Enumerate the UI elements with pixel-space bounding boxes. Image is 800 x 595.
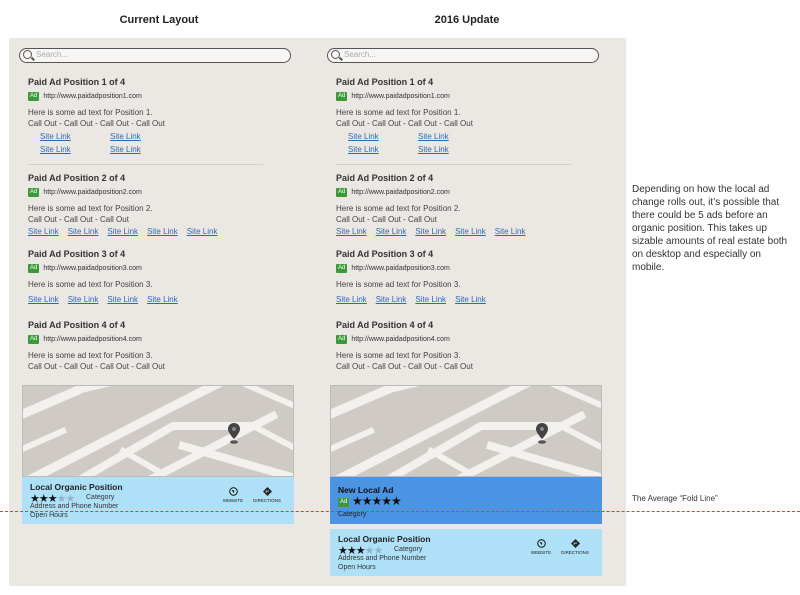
directions-label: DIRECTIONS [561, 550, 589, 555]
ad-text: Here is some ad text for Position 2. [336, 204, 461, 213]
ad-callouts: Call Out - Call Out - Call Out [28, 215, 129, 224]
ad-title[interactable]: Paid Ad Position 2 of 4 [336, 173, 434, 183]
local-category: Category [86, 494, 115, 501]
map-roads [23, 386, 294, 477]
search-placeholder: Search... [344, 50, 377, 59]
ad-text: Here is some ad text for Position 1. [28, 108, 153, 117]
ad-badge: Ad [340, 499, 348, 505]
fold-line-label: The Average “Fold Line” [632, 494, 718, 503]
site-link[interactable]: Site Link [415, 227, 447, 236]
ad-badge: Ad [30, 265, 38, 271]
annotation-note: Depending on how the local ad change rolls out, it’s possible that there could be 5 ads before an organic position. This takes up sizable amounts of real estate both on desktop and especially on mobile. [632, 184, 788, 273]
ad-callouts: Call Out - Call Out - Call Out - Call Out [28, 362, 165, 371]
local-address: Address and Phone Number [338, 555, 427, 562]
ad-text: Here is some ad text for Position 2. [28, 204, 153, 213]
site-link[interactable]: Site Link [375, 227, 407, 236]
ad-url[interactable]: http://www.paidadposition3.com [43, 265, 142, 272]
local-category: Category [394, 546, 423, 553]
search-input[interactable] [19, 48, 291, 63]
ad-title[interactable]: Paid Ad Position 1 of 4 [28, 77, 126, 87]
site-link[interactable]: Site Link [28, 227, 59, 236]
site-link[interactable]: Site Link [107, 227, 139, 236]
serp-panel-current [9, 38, 318, 586]
website-globe-icon [537, 539, 546, 548]
site-link[interactable]: Site Link [336, 295, 367, 304]
map-roads [331, 386, 602, 477]
directions-icon [571, 539, 580, 548]
search-icon [331, 50, 340, 59]
directions-button[interactable] [250, 487, 284, 503]
site-link[interactable]: Site Link [455, 295, 486, 304]
ad-callouts: Call Out - Call Out - Call Out [336, 215, 437, 224]
ad-text: Here is some ad text for Position 3. [28, 351, 153, 360]
ad-badge: Ad [338, 93, 346, 99]
paid-ad-3[interactable] [336, 249, 486, 305]
ad-title[interactable]: Paid Ad Position 3 of 4 [28, 249, 126, 259]
star-icon: ★★★ [30, 493, 57, 505]
ad-url[interactable]: http://www.paidadposition4.com [351, 336, 450, 343]
ad-text: Here is some ad text for Position 3. [336, 351, 461, 360]
ad-badge: Ad [338, 336, 346, 342]
site-link[interactable]: Site Link [40, 132, 71, 141]
website-button[interactable] [216, 487, 250, 503]
local-business-name[interactable]: Local Organic Position [338, 534, 431, 544]
ad-title[interactable]: Paid Ad Position 3 of 4 [336, 249, 434, 259]
column-title-current: Current Layout [119, 14, 199, 26]
star-icon: ★★★ [338, 545, 365, 557]
ad-badge: Ad [338, 189, 346, 195]
ad-url[interactable]: http://www.paidadposition1.com [43, 93, 142, 100]
new-local-ad-name[interactable]: New Local Ad [338, 485, 394, 495]
site-link[interactable]: Site Link [147, 295, 178, 304]
site-link[interactable]: Site Link [418, 132, 449, 141]
paid-ad-2[interactable] [336, 173, 525, 237]
directions-label: DIRECTIONS [253, 498, 281, 503]
paid-ad-4[interactable] [336, 320, 473, 372]
directions-icon [263, 487, 272, 496]
search-icon [23, 50, 32, 59]
local-business-name[interactable]: Local Organic Position [30, 482, 123, 492]
ad-text: Here is some ad text for Position 1. [336, 108, 461, 117]
local-map[interactable] [330, 385, 602, 477]
ad-callouts: Call Out - Call Out - Call Out - Call Out [336, 362, 473, 371]
paid-ad-1[interactable] [336, 77, 488, 155]
site-link[interactable]: Site Link [348, 132, 379, 141]
star-icon: ★★ [364, 545, 383, 557]
ad-badge: Ad [30, 93, 38, 99]
website-button[interactable] [524, 539, 558, 555]
site-link[interactable]: Site Link [67, 295, 99, 304]
local-address: Address and Phone Number [30, 503, 119, 510]
ad-url[interactable]: http://www.paidadposition2.com [351, 189, 450, 196]
directions-button[interactable] [558, 539, 592, 555]
ad-callouts: Call Out - Call Out - Call Out - Call Out [28, 119, 165, 128]
site-link[interactable]: Site Link [110, 132, 141, 141]
site-link[interactable]: Site Link [67, 227, 99, 236]
site-link[interactable]: Site Link [348, 145, 379, 154]
site-link[interactable]: Site Link [107, 295, 139, 304]
site-link[interactable]: Site Link [336, 227, 367, 236]
site-link[interactable]: Site Link [147, 227, 178, 236]
local-organic-card[interactable] [22, 477, 294, 524]
ad-title[interactable]: Paid Ad Position 4 of 4 [28, 320, 126, 330]
search-input[interactable] [327, 48, 599, 63]
website-globe-icon [229, 487, 238, 496]
site-link[interactable]: Site Link [110, 145, 141, 154]
local-hours: Open Hours [30, 512, 68, 519]
map-pin-icon[interactable] [228, 423, 240, 445]
paid-ad-2[interactable] [28, 173, 217, 237]
local-hours: Open Hours [338, 564, 376, 571]
site-link[interactable]: Site Link [415, 295, 447, 304]
website-label: WEBSITE [222, 498, 244, 503]
ad-url[interactable]: http://www.paidadposition2.com [43, 189, 142, 196]
map-pin-icon[interactable] [536, 423, 548, 445]
divider [336, 164, 571, 165]
divider [28, 164, 263, 165]
local-organic-card[interactable] [330, 529, 602, 576]
site-link[interactable]: Site Link [418, 145, 449, 154]
local-map[interactable] [22, 385, 294, 477]
ad-title[interactable]: Paid Ad Position 1 of 4 [336, 77, 434, 87]
ad-text: Here is some ad text for Position 3. [28, 280, 153, 289]
site-link[interactable]: Site Link [375, 295, 407, 304]
serp-panel-2016 [317, 38, 626, 586]
paid-ad-1[interactable] [28, 77, 180, 155]
ad-badge: Ad [338, 265, 346, 271]
site-link[interactable]: Site Link [494, 227, 526, 236]
fold-line [0, 511, 800, 512]
new-local-ad-card[interactable] [330, 477, 602, 524]
column-title-2016: 2016 Update [434, 14, 500, 26]
ad-badge: Ad [30, 336, 38, 342]
search-placeholder: Search... [36, 50, 69, 59]
star-icon: ★★★★★ [352, 494, 401, 508]
website-label: WEBSITE [530, 550, 552, 555]
paid-ad-4[interactable] [28, 320, 165, 372]
ad-badge: Ad [30, 189, 38, 195]
star-icon: ★★ [56, 493, 75, 505]
ad-url[interactable]: http://www.paidadposition4.com [43, 336, 142, 343]
ad-callouts: Call Out - Call Out - Call Out - Call Out [336, 119, 473, 128]
site-link[interactable]: Site Link [455, 227, 486, 236]
ad-title[interactable]: Paid Ad Position 2 of 4 [28, 173, 126, 183]
paid-ad-3[interactable] [28, 249, 178, 305]
ad-text: Here is some ad text for Position 3. [336, 280, 461, 289]
ad-url[interactable]: http://www.paidadposition3.com [351, 265, 450, 272]
ad-url[interactable]: http://www.paidadposition1.com [351, 93, 450, 100]
ad-title[interactable]: Paid Ad Position 4 of 4 [336, 320, 434, 330]
site-link[interactable]: Site Link [40, 145, 71, 154]
site-link[interactable]: Site Link [186, 227, 218, 236]
site-link[interactable]: Site Link [28, 295, 59, 304]
new-local-category: Category [338, 511, 367, 518]
